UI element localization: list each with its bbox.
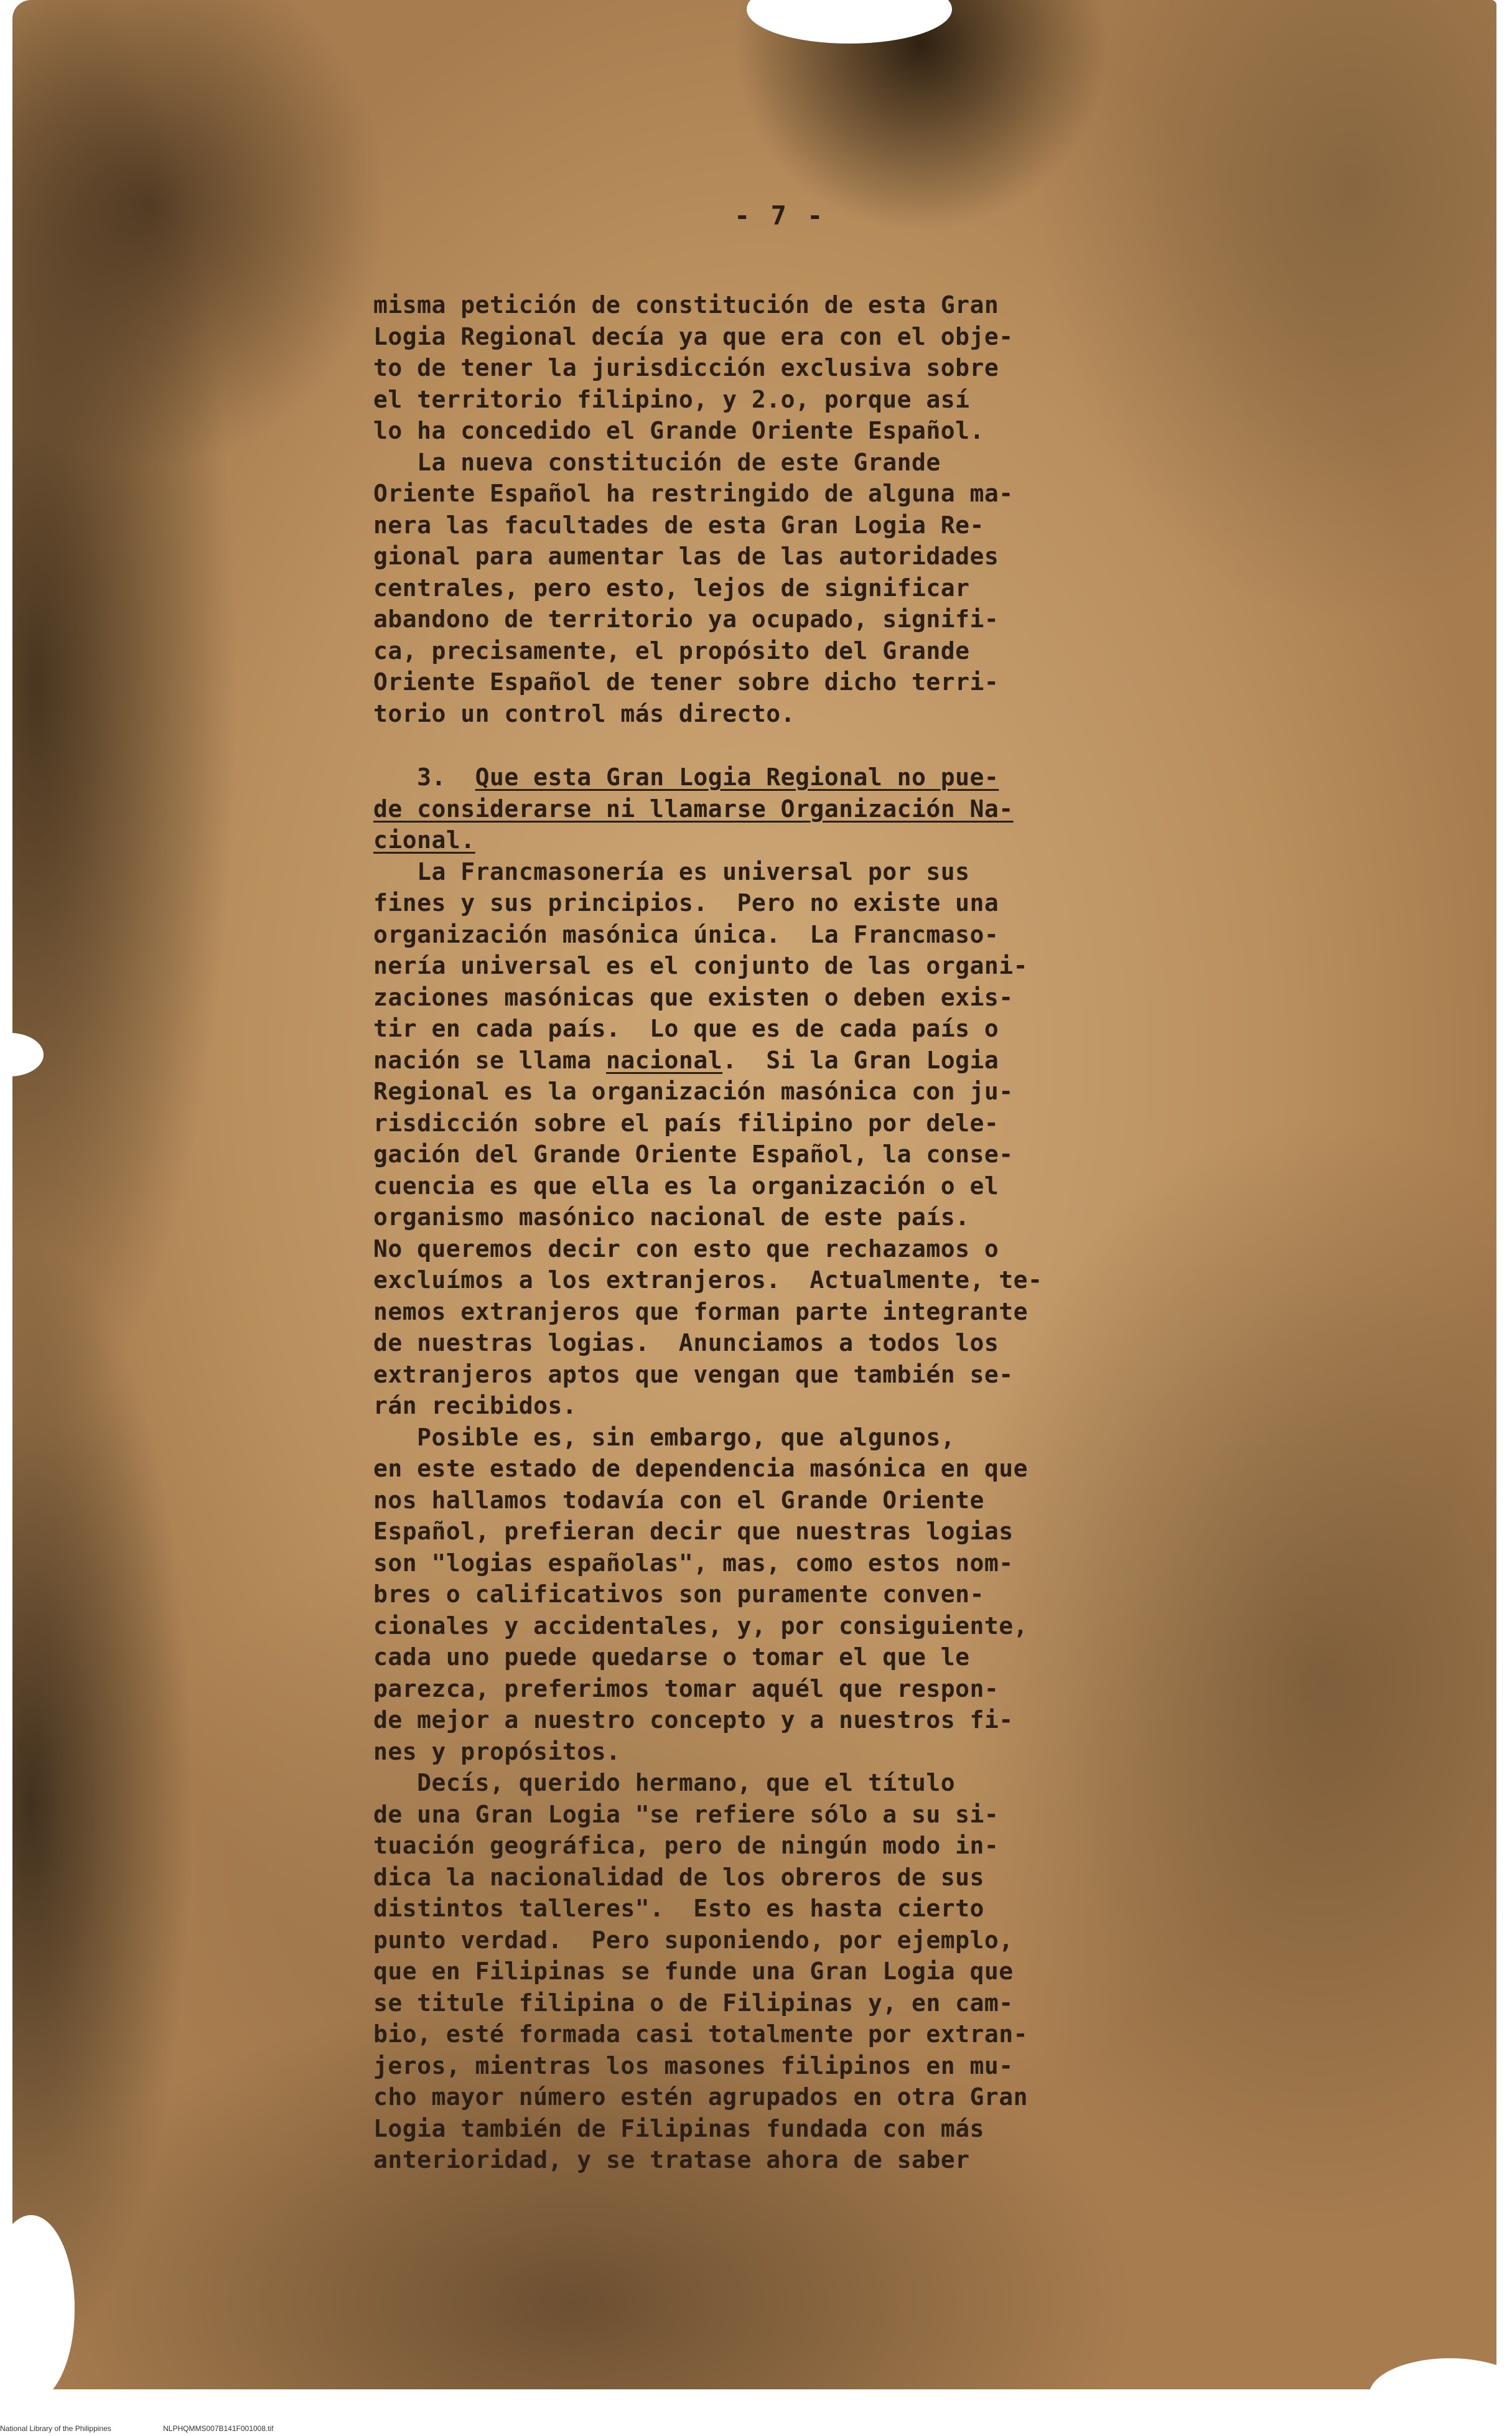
paragraph-2	[373, 447, 1257, 730]
paragraph-6	[373, 1767, 1257, 2176]
text-line: fines y sus principios. Pero no existe una	[373, 889, 999, 917]
text-line: Logia Regional decía ya que era con el obje-	[373, 322, 1014, 350]
paragraph-4	[373, 856, 1257, 1422]
text-line: dica la nacionalidad de los obreros de sus	[373, 1863, 984, 1891]
typewritten-letter-body	[373, 289, 1257, 2176]
text-line: jeros, mientras los masones filipinos en mu-	[373, 2051, 1014, 2079]
text-line: organización masónica única. La Francmaso-	[373, 920, 999, 948]
text-line: risdicción sobre el país filipino por dele-	[373, 1109, 999, 1137]
text-line: gional para aumentar las de las autoridades	[373, 543, 999, 570]
text-line: organismo masónico nacional de este país.	[373, 1203, 970, 1231]
text-line: bio, esté formada casi totalmente por extran-	[373, 2020, 1029, 2048]
text-line: nemos extranjeros que forman parte integrante	[373, 1297, 1029, 1325]
heading-number: 3.	[373, 763, 475, 791]
underlined-word: nacional	[606, 1046, 723, 1074]
text-fragment: . Si la Gran Logia	[722, 1046, 999, 1074]
text-line: se titule filipina o de Filipinas y, en cam-	[373, 1989, 1014, 2017]
text-line: de mejor a nuestro concepto y a nuestros fi-	[373, 1706, 1014, 1734]
text-line: tir en cada país. Lo que es de cada país o	[373, 1015, 999, 1042]
text-line: Decís, querido hermano, que el título	[373, 1769, 956, 1796]
text-line: nes y propósitos.	[373, 1737, 621, 1765]
text-line: anterioridad, y se tratase ahora de saber	[373, 2146, 970, 2173]
footer-library-name: National Library of the Philippines	[0, 2424, 111, 2433]
heading-text: de considerarse ni llamarse Organización Na-	[373, 795, 1014, 823]
text-line: to de tener la jurisdicción exclusiva sobre	[373, 354, 999, 381]
text-line: nos hallamos todavía con el Grande Oriente	[373, 1486, 984, 1514]
text-line: cuencia es que ella es la organización o el	[373, 1172, 999, 1200]
text-line: La nueva constitución de este Grande	[373, 448, 941, 476]
text-line: nería universal es el conjunto de las organi-	[373, 952, 1029, 979]
aged-paper-sheet	[12, 0, 1496, 2389]
text-line: misma petición de constitución de esta Gran	[373, 291, 999, 319]
text-line: torio un control más directo.	[373, 699, 795, 727]
text-line: de nuestras logias. Anunciamos a todos los	[373, 1329, 999, 1356]
paper-tear-left	[0, 1033, 44, 1076]
paper-tear-top	[747, 0, 952, 44]
text-line: punto verdad. Pero suponiendo, por ejemplo,	[373, 1926, 1014, 1954]
text-line	[373, 793, 1257, 825]
text-line: cho mayor número estén agrupados en otra Gran	[373, 2083, 1029, 2111]
text-line: Español, prefieran decir que nuestras logias	[373, 1518, 1014, 1545]
heading-text: cional.	[373, 826, 475, 854]
text-line: en este estado de dependencia masónica en que	[373, 1455, 1029, 1482]
text-line	[373, 762, 1257, 793]
paper-tear-bottom-left	[0, 2215, 75, 2402]
text-line: La Francmasonería es universal por sus	[373, 857, 970, 885]
text-fragment: nación se llama	[373, 1046, 607, 1074]
page-number: - 7 -	[734, 200, 826, 231]
text-line: son "logias españolas", mas, como estos nom-	[373, 1549, 1014, 1577]
section-gap	[373, 729, 1257, 762]
text-line	[373, 1045, 1257, 1076]
text-line: distintos talleres". Esto es hasta cierto	[373, 1895, 984, 1922]
heading-text: Que esta Gran Logia Regional no pue-	[475, 763, 999, 791]
text-line: Logia también de Filipinas fundada con más	[373, 2114, 984, 2142]
paragraph-5	[373, 1422, 1257, 1768]
text-line: cionales y accidentales, y, por consiguiente,	[373, 1612, 1029, 1640]
text-line: No queremos decir con esto que rechazamos o	[373, 1234, 999, 1262]
text-line: zaciones masónicas que existen o deben exis-	[373, 983, 1014, 1011]
footer-file-name: NLPHQMMS007B141F001008.tif	[163, 2424, 274, 2433]
text-line: excluímos a los extranjeros. Actualmente, te-	[373, 1266, 1043, 1294]
text-line: Oriente Español ha restringido de alguna ma-	[373, 480, 1014, 507]
text-line: centrales, pero esto, lejos de significar	[373, 574, 970, 602]
paragraph-1	[373, 289, 1257, 447]
text-line: el territorio filipino, y 2.o, porque así	[373, 385, 970, 413]
text-line	[373, 824, 1257, 856]
text-line: Posible es, sin embargo, que algunos,	[373, 1423, 956, 1451]
scan-footer-caption	[0, 2424, 274, 2433]
text-line: gación del Grande Oriente Español, la conse-	[373, 1141, 1014, 1168]
text-line: abandono de territorio ya ocupado, signifi-	[373, 605, 999, 633]
section-heading-3	[373, 762, 1257, 856]
text-line: extranjeros aptos que vengan que también se-	[373, 1360, 1014, 1388]
text-line: cada uno puede quedarse o tomar el que le	[373, 1643, 970, 1671]
text-line: de una Gran Logia "se refiere sólo a su si-	[373, 1800, 999, 1828]
text-line: tuación geográfica, pero de ningún modo in-	[373, 1832, 999, 1859]
text-line: bres o calificativos son puramente conven-	[373, 1580, 984, 1608]
text-line: ca, precisamente, el propósito del Grande	[373, 637, 970, 665]
text-line: lo ha concedido el Grande Oriente Español.	[373, 417, 984, 444]
text-line: Regional es la organización masónica con ju-	[373, 1078, 1014, 1105]
text-line: Oriente Español de tener sobre dicho terri-	[373, 668, 999, 696]
paper-tear-bottom-right	[1369, 2358, 1512, 2433]
text-line: que en Filipinas se funde una Gran Logia que	[373, 1958, 1014, 1985]
text-line: rán recibidos.	[373, 1392, 577, 1419]
text-line: parezca, preferimos tomar aquél que respon-	[373, 1674, 999, 1702]
text-line: nera las facultades de esta Gran Logia Re-	[373, 511, 984, 539]
